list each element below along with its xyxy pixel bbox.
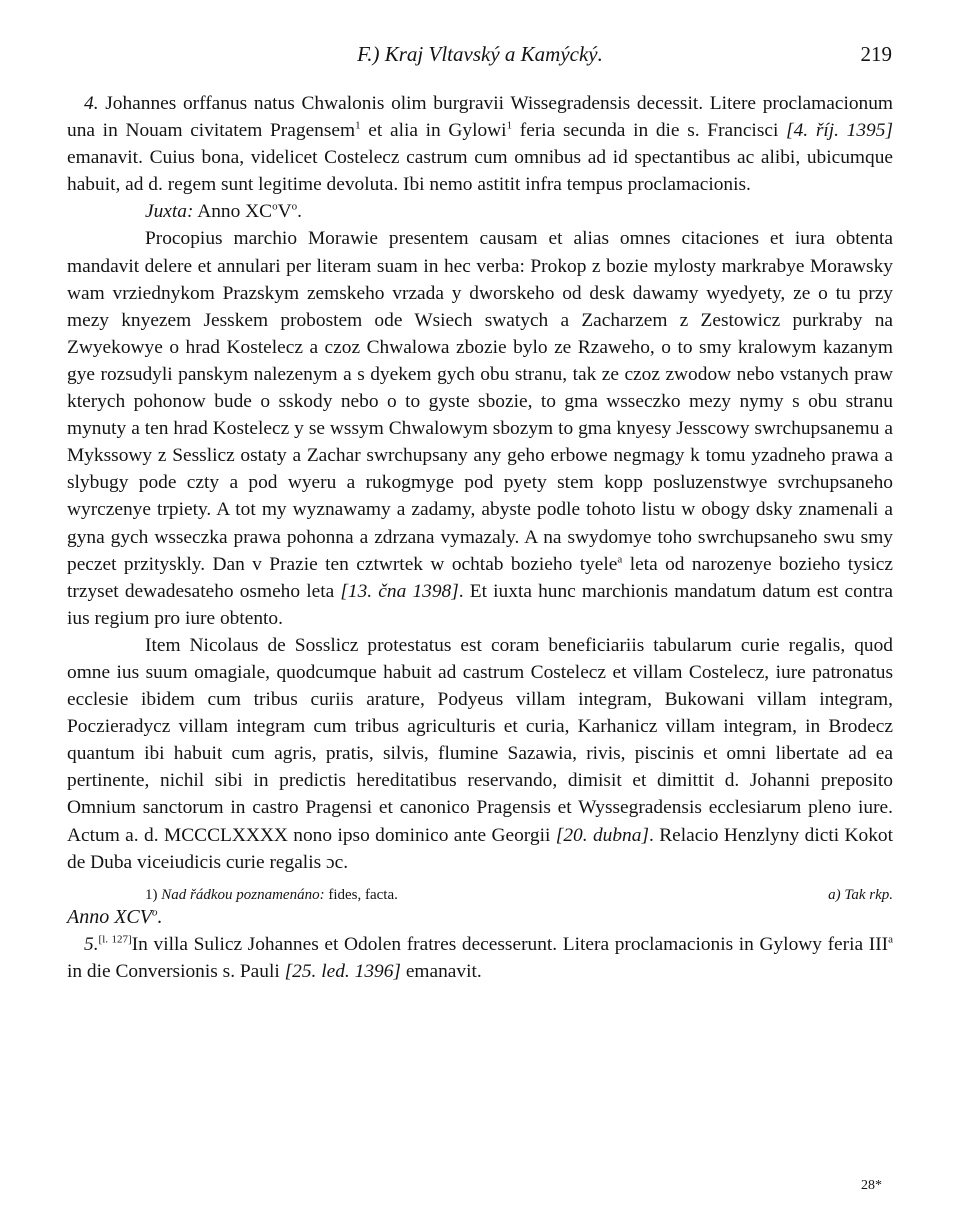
- folio-ref: [l. 127]: [98, 933, 132, 946]
- entry-text: et alia in Gylowi: [360, 120, 507, 142]
- juxta-text: V: [277, 201, 292, 223]
- entry-text: in die Conversionis s. Pauli: [67, 960, 285, 982]
- juxta-line: [67, 198, 893, 225]
- date-annotation: [4. říj. 1395]: [786, 120, 893, 142]
- footnote-ref: 1: [355, 119, 361, 132]
- paragraph-text: Procopius marchio Morawie presentem causam et alias omnes citaciones et iura obtenta mandavit delere et annulari per literam suam in hec verba: Prokop z bozie mylosty markrabye Morawsky wam vrziednykom Prazskym zemskeho vrzada y dworskeho od desk dawamy wyedyety, ze o tu przy mezy knyezem Jesskem probostem ode Wsiech swatych a Zacharzem z Zestowicz purkraby na Zwyekowye o hrad Kostelecz a czoz Chwalowa zbozie bylo ze Rzaweho, o to smy kralowym kazanym gye rozsudyli panskym nalezenym a s dyekem gych obu stranu, tak ze czoz zwodow nebo vstanych praw kterych pohonow bude o sskody nebo o to gyste sbozie, to gma wsseczko mezy nymy s obu stranu mynuty a ten hrad Kostelecz y se wssym Chwalowym sbozym to gma knyesy Jesscowy swrchupsanemu a Mykssowy z Sesslicz ostaty a Zachar swrchupsany any geho erbowe negmagy k tomu yzadneho prawa a slybugy pode czty a pod wyeru a rukogmyge pod pyety stem kopp posluzenstwye svrchupsaneho wyrczenye trpiety. A tot my wyznawamy a zadamy, abyste podle tohoto listu w obogy dsky znamenali a gyna gych wsseczka prawa pohonna a zdrzana vymazaly. A na swydomye toho swrchupsaneho swu smy peczet przityskly. Dan v Prazie ten cztwrtek w ochtab bozieho tyele: [67, 228, 893, 575]
- entry-number: 4.: [84, 93, 99, 114]
- juxta-sup: o: [272, 200, 278, 213]
- entry-text: emanavit.: [400, 960, 482, 982]
- footnote-mark: 1): [145, 886, 158, 903]
- paragraph-text: . Relacio Henzlyny dicti Kokot de Duba viceiudicis curie regalis: [67, 824, 893, 873]
- entry-text: In villa Sulicz Johannes et Odolen fratres decesserunt. Litera proclamacionis in Gylowy feria III: [131, 933, 889, 955]
- page-body: [67, 90, 893, 985]
- entry-number: 5.: [84, 933, 99, 955]
- paragraph-text: ɔc.: [325, 851, 349, 873]
- date-annotation: [25. led. 1396]: [284, 960, 401, 982]
- footnote-text: fides, facta.: [324, 886, 398, 903]
- item-paragraph: [67, 632, 893, 876]
- year-text: .: [157, 905, 163, 928]
- running-head: F.) Kraj Vltavský a Kamýcký.: [357, 42, 603, 66]
- footnote-1: [145, 882, 398, 909]
- paragraph-text: . Et iuxta hunc marchionis mandatum datum est contra ius regium pro iure obtento.: [67, 580, 894, 629]
- footnote-mark: a): [828, 886, 841, 903]
- entry-5: [67, 931, 893, 985]
- year-sup: o: [152, 906, 158, 919]
- juxta-text: .: [297, 201, 302, 223]
- date-annotation: [13. čna 1398]: [340, 580, 459, 602]
- date-annotation: [20. dubna]: [555, 824, 649, 846]
- entry-4: [67, 90, 893, 198]
- footnote-ref: a: [617, 553, 623, 566]
- footnote-label: Nad řádkou poznamenáno:: [157, 886, 325, 903]
- footnotes: [67, 876, 893, 904]
- signature-mark: 28*: [861, 1178, 882, 1193]
- paragraph-text: Item Nicolaus de Sosslicz protestatus est coram beneficiariis tabularum curie regalis, quod omne ius suum omagiale, quodcumque habuit ad castrum Costelecz et villam Costelecz, iure patronatus ecclesie ibidem cum tribus curiis arature, Podyeus villam integram, Bukowani villam integram, Poczieradycz villam integram cum tribus agriculturis et curia, Karhanicz villam integram, in Brodecz quantum ibi habuit cum agris, pratis, silvis, flumine Sazawia, rivis, piscinis et omni libertate ad ea pertinente, nichil sibi in predictis hereditatibus reservando, dimisit et dimittit d. Johanni preposito Omnium sanctorum in castro Pragensi et canonico Pragensis et Wyssegradensis ecclesiarum pleno iure. Actum a. d. MCCCLXXXX nono ipso dominico ante Georgii: [67, 634, 893, 846]
- procopius-paragraph: [67, 225, 893, 631]
- entry-text: Johannes orffanus natus Chwalonis olim burgravii Wissegradensis decessit. Litere proclamacionum una in Nouam civitatem Pragensem: [67, 93, 893, 142]
- juxta-label: Juxta:: [145, 201, 194, 223]
- year-text: Anno XCV: [67, 905, 152, 928]
- footnote-text: Tak rkp.: [840, 886, 893, 903]
- entry-text: feria secunda in die s. Francisci: [512, 120, 787, 142]
- page-header: [0, 40, 960, 70]
- juxta-sup: o: [291, 200, 298, 213]
- page-number: 219: [860, 42, 892, 66]
- paragraph-text: leta od narozenye bozieho tysicz trzyset dewadesateho osmeho leta: [67, 553, 893, 602]
- entry-text: emanavit. Cuius bona, videlicet Costelecz castrum cum omnibus ad id spectantibus ac alibi, ubicumque habuit, ad d. regem sunt legitime devoluta. Ibi nemo astitit infra tempus proclamacionis.: [67, 147, 893, 196]
- juxta-text: Anno XC: [193, 201, 273, 223]
- footnote-ref: 1: [506, 119, 513, 132]
- footnote-a: [828, 882, 893, 909]
- entry-sup: a: [888, 933, 893, 946]
